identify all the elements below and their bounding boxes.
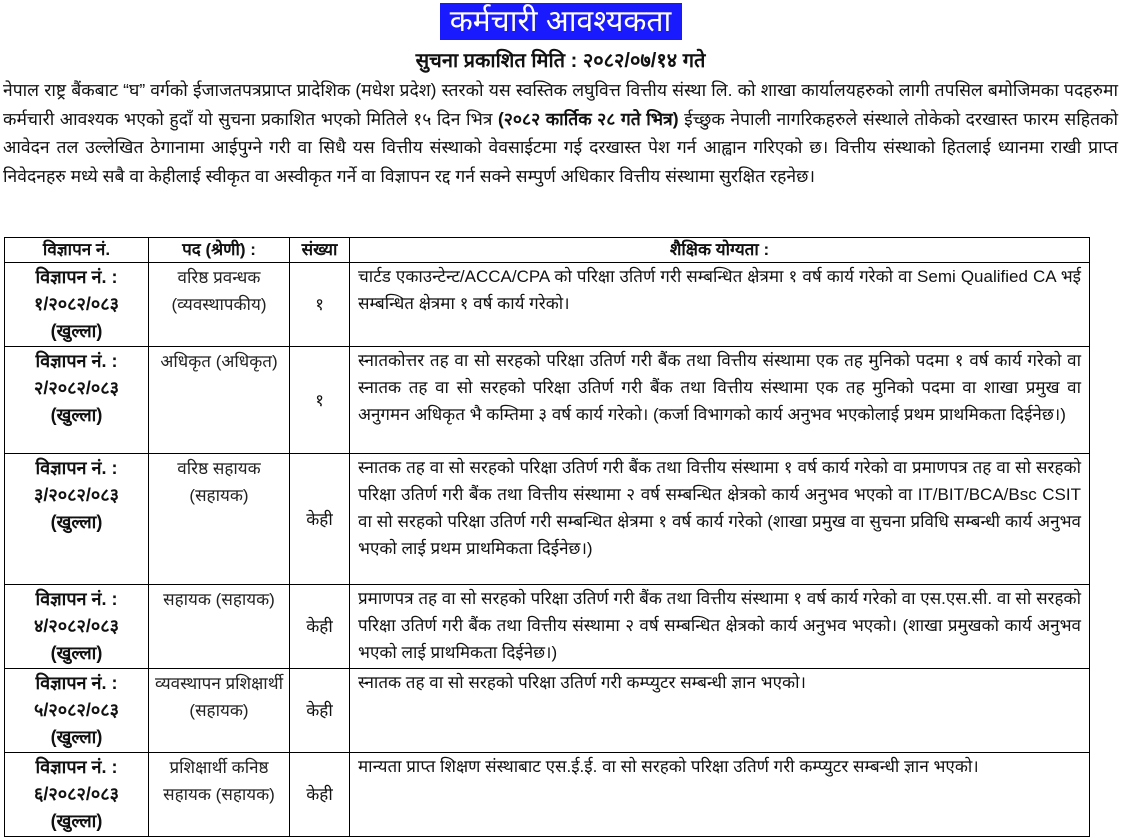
header-ad-number: विज्ञापन नं. bbox=[5, 238, 149, 263]
page-title: कर्मचारी आवश्यकता bbox=[440, 3, 682, 40]
intro-text-before: नेपाल राष्ट्र बैंकबाट “घ” वर्गको ईजाजतपत्रप्राप्त प्रादेशिक (मधेश प्रदेश) स्तरको यस स्वस्तिक लघुवित्त वित्तीय संस्था लि. को शाखा कार्यालयहरुको लागी तपसिल बमोजिमका पदहरुमा कर्मचारी आवश्यक भएको हुदाँ यो सुचना प्रकाशित भएको मितिले १५ दिन भित्र bbox=[3, 80, 1118, 129]
title-banner bbox=[0, 0, 1121, 40]
post-cell: प्रशिक्षार्थी कनिष्ठ सहायक (सहायक) bbox=[149, 753, 290, 837]
table-row bbox=[5, 669, 1090, 753]
table-row bbox=[5, 347, 1090, 454]
table-row bbox=[5, 454, 1090, 585]
count-cell: १ bbox=[290, 263, 350, 347]
ad-number-cell: विज्ञापन नं. : ४/२०८२/०८३ (खुल्ला) bbox=[5, 585, 149, 669]
qualification-cell: स्नातक तह वा सो सरहको परिक्षा उतिर्ण गरी कम्प्युटर सम्बन्धी ज्ञान भएको। bbox=[350, 669, 1090, 753]
header-post: पद (श्रेणी) : bbox=[149, 238, 290, 263]
ad-number-cell: विज्ञापन नं. : १/२०८२/०८३ (खुल्ला) bbox=[5, 263, 149, 347]
count-cell: केही bbox=[290, 585, 350, 669]
ad-number-cell: विज्ञापन नं. : ६/२०८२/०८३ (खुल्ला) bbox=[5, 753, 149, 837]
post-cell: वरिष्ठ प्रवन्धक (व्यवस्थापकीय) bbox=[149, 263, 290, 347]
header-count: संख्या bbox=[290, 238, 350, 263]
table-row bbox=[5, 585, 1090, 669]
ad-number-cell: विज्ञापन नं. : २/२०८२/०८३ (खुल्ला) bbox=[5, 347, 149, 454]
ad-number-cell: विज्ञापन नं. : ५/२०८२/०८३ (खुल्ला) bbox=[5, 669, 149, 753]
table-header-row bbox=[5, 238, 1090, 263]
qualification-cell: प्रमाणपत्र तह वा सो सरहको परिक्षा उतिर्ण गरी बैंक तथा वित्तीय संस्थामा १ वर्ष कार्य गरेको वा एस.एस.सी. वा सो सरहको परिक्षा उतिर्ण गरी बैंक तथा वित्तीय संस्थामा २ वर्ष सम्बन्धित क्षेत्रको कार्य अनुभव भएको। (शाखा प्रमुखको कार्य अनुभव भएको लाई प्राथमिकता दिईनेछ।) bbox=[350, 585, 1090, 669]
table-row bbox=[5, 753, 1090, 837]
qualification-cell: मान्यता प्राप्त शिक्षण संस्थाबाट एस.ई.ई. वा सो सरहको परिक्षा उतिर्ण गरी कम्प्युटर सम्बन्धी ज्ञान भएको। bbox=[350, 753, 1090, 837]
header-qualification: शैक्षिक योग्यता : bbox=[350, 238, 1090, 263]
qualification-cell: चार्टड एकाउन्टेन्ट/ACCA/CPA को परिक्षा उतिर्ण गरी सम्बन्धित क्षेत्रमा १ वर्ष कार्य गरेको वा Semi Qualified CA भई सम्बन्धित क्षेत्रमा १ वर्ष कार्य गरेको। bbox=[350, 263, 1090, 347]
intro-paragraph bbox=[3, 76, 1118, 190]
vacancy-table bbox=[4, 237, 1090, 837]
qualification-cell: स्नातकोत्तर तह वा सो सरहको परिक्षा उतिर्ण गरी बैंक तथा वित्तीय संस्थामा एक तह मुनिको पदमा १ वर्ष कार्य गरेको वा स्नातक तह वा सो सरहको परिक्षा उतिर्ण गरी बैंक तथा वित्तीय संस्थामा एक तह मुनिको पदमा वा शाखा प्रमुख वा अनुगमन अधिकृत भै कम्तिमा ३ वर्ष कार्य गरेको। (कर्जा विभागको कार्य अनुभव भएकोलाई प्रथम प्राथमिकता दिईनेछ।) bbox=[350, 347, 1090, 454]
post-cell: व्यवस्थापन प्रशिक्षार्थी (सहायक) bbox=[149, 669, 290, 753]
count-cell: केही bbox=[290, 454, 350, 585]
table-row bbox=[5, 263, 1090, 347]
intro-deadline: (२०८२ कार्तिक २८ गते भित्र) bbox=[497, 108, 679, 129]
count-cell: केही bbox=[290, 753, 350, 837]
post-cell: अधिकृत (अधिकृत) bbox=[149, 347, 290, 454]
qualification-cell: स्नातक तह वा सो सरहको परिक्षा उतिर्ण गरी बैंक तथा वित्तीय संस्थामा १ वर्ष कार्य गरेको वा प्रमाणपत्र तह वा सो सरहको परिक्षा उतिर्ण गरी बैंक तथा वित्तीय संस्थामा २ वर्ष सम्बन्धित क्षेत्रको कार्य अनुभव भएको वा IT/BIT/BCA/Bsc CSIT वा सो सरहको परिक्षा उतिर्ण गरी सम्बन्धित क्षेत्रमा १ वर्ष कार्य गरेको (शाखा प्रमुख वा सुचना प्रविधि सम्बन्धी कार्य अनुभव भएको लाई प्रथम प्राथमिकता दिईनेछ।) bbox=[350, 454, 1090, 585]
notice-date: सुचना प्रकाशित मिति : २०८२/०७/१४ गते bbox=[415, 50, 706, 72]
intro-text-after: ईच्छुक नेपाली नागरिकहरुले संस्थाले तोकेको दरखास्त फारम सहितको आवेदन तल उल्लेखित ठेगानामा आईपुग्ने गरी वा सिधै यस वित्तीय संस्थाको वेवसाईटमा गई दरखास्त पेश गर्न आह्वान गरिएको छ। वित्तीय संस्थाको हितलाई ध्यानमा राखी प्राप्त निवेदनहरु मध्ये सबै वा केहीलाई स्वीकृत वा अस्वीकृत गर्ने वा विज्ञापन रद्द गर्न सक्ने सम्पुर्ण अधिकार वित्तीय संस्थामा सुरक्षित रहनेछ। bbox=[3, 108, 1119, 186]
count-cell: १ bbox=[290, 347, 350, 454]
ad-number-cell: विज्ञापन नं. : ३/२०८२/०८३ (खुल्ला) bbox=[5, 454, 149, 585]
post-cell: वरिष्ठ सहायक (सहायक) bbox=[149, 454, 290, 585]
count-cell: केही bbox=[290, 669, 350, 753]
post-cell: सहायक (सहायक) bbox=[149, 585, 290, 669]
